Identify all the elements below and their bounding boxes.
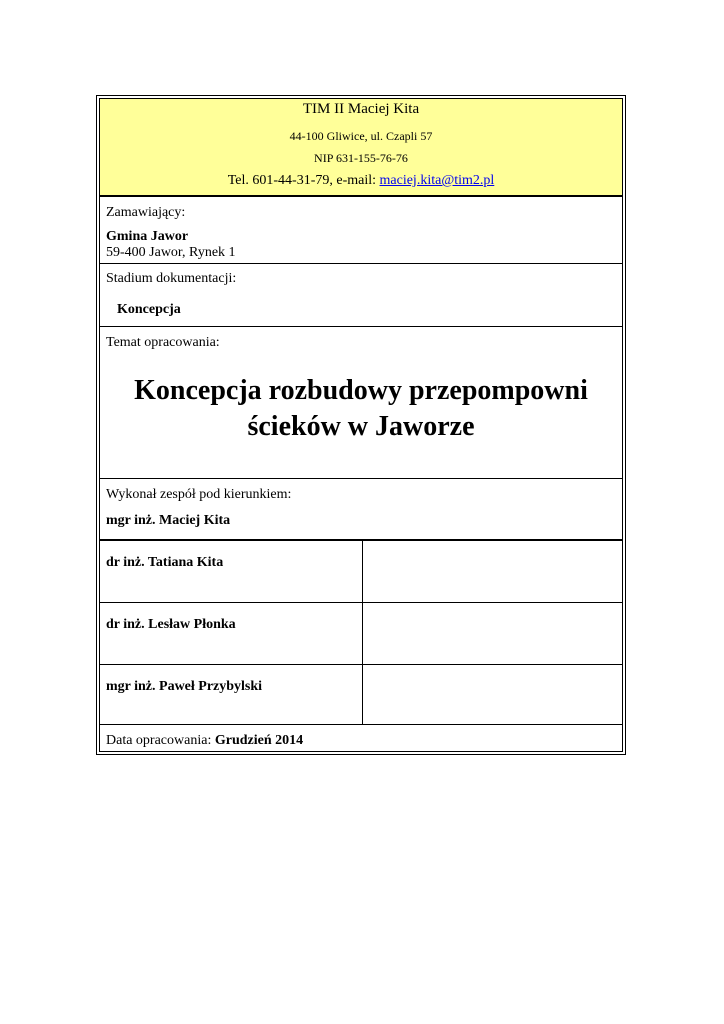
team-member-row	[100, 665, 622, 725]
team-section	[100, 479, 622, 541]
company-address: 44-100 Gliwice, ul. Czapli 57	[289, 129, 433, 143]
column-divider	[362, 603, 363, 664]
stage-section	[100, 264, 622, 327]
date-section	[100, 725, 622, 751]
table-inner-border	[99, 98, 623, 752]
stage-label: Stadium dokumentacji:	[106, 271, 237, 286]
title-line-1: Koncepcja rozbudowy przepompowni	[134, 375, 588, 406]
topic-label: Temat opracowania:	[106, 335, 220, 350]
client-address: 59-400 Jawor, Rynek 1	[106, 245, 236, 260]
column-divider	[362, 541, 363, 602]
topic-section	[100, 327, 622, 479]
title-page-table	[96, 95, 626, 755]
team-member-name: mgr inż. Paweł Przybylski	[106, 679, 263, 694]
stage-value: Koncepcja	[117, 302, 181, 317]
team-member-row	[100, 541, 622, 603]
company-header	[100, 99, 622, 197]
client-section	[100, 197, 622, 264]
team-label: Wykonał zespół pod kierunkiem:	[106, 487, 292, 502]
team-member-row	[100, 603, 622, 665]
date-value: Grudzień 2014	[214, 733, 304, 748]
title-line-2: ścieków w Jaworze	[247, 411, 475, 442]
client-name: Gmina Jawor	[106, 229, 189, 244]
team-member-name: dr inż. Tatiana Kita	[106, 555, 224, 570]
date-label: Data opracowania:	[106, 733, 215, 748]
column-divider	[362, 665, 363, 724]
company-contact	[100, 173, 622, 189]
document-title	[100, 373, 622, 445]
team-lead: mgr inż. Maciej Kita	[106, 513, 231, 528]
date-line	[106, 733, 303, 749]
email-link[interactable]: maciej.kita@tim2.pl	[379, 173, 495, 188]
contact-phone: Tel. 601-44-31-79, e-mail:	[227, 173, 380, 188]
company-name: TIM II Maciej Kita	[302, 101, 420, 117]
client-label: Zamawiający:	[106, 205, 186, 220]
team-member-name: dr inż. Lesław Płonka	[106, 617, 236, 632]
company-nip: NIP 631-155-76-76	[314, 151, 408, 165]
